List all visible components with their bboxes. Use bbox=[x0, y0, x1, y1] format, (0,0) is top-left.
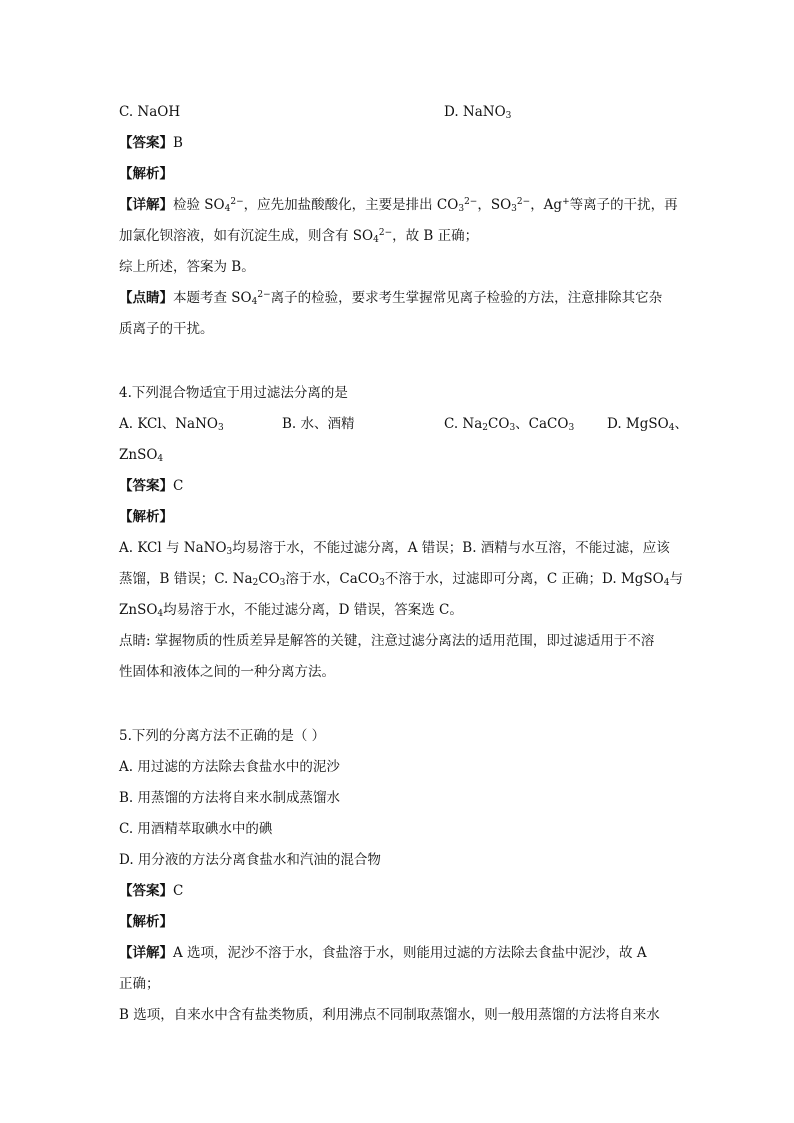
q5-detail-line-2: 正确； bbox=[119, 976, 160, 992]
q3-detail-line-2: 加氯化钡溶液，如有沉淀生成，则含有 $SO_4^{2-}$，故 B 正确； bbox=[119, 228, 479, 245]
q4-analysis-line-2: 蒸馏，B 错误；C. $Na_2CO_3$溶于水，CaCO$_3$不溶于水，过滤即可分离，C 正确；D. MgSO$_4$与 bbox=[119, 571, 683, 588]
q5-detail-line-3: B 选项，自来水中含有盐类物质，利用沸点不同制取蒸馏水，则一般用蒸馏的方法将自来水 bbox=[119, 1007, 660, 1023]
q3-analysis-heading: 【解析】 bbox=[119, 166, 173, 182]
q4-analysis-line-1: A. KCl 与 NaNO$_3$均易溶于水，不能过滤分离，A 错误；B. 酒精与水互溶，不能过滤，应该 bbox=[119, 540, 670, 557]
q5-option-c: C. 用酒精萃取碘水中的碘 bbox=[119, 821, 273, 837]
q5-stem: 5.下列的分离方法不正确的是（ ） bbox=[119, 728, 326, 744]
q5-option-a: A. 用过滤的方法除去食盐水中的泥沙 bbox=[119, 759, 340, 775]
q4-answer: 【答案】C bbox=[119, 478, 184, 494]
q4-analysis-line-3: ZnSO$_4$均易溶于水，不能过滤分离，D 错误，答案选 C。 bbox=[119, 602, 463, 619]
q5-answer: 【答案】C bbox=[119, 883, 184, 899]
q3-summary: 综上所述，答案为 B。 bbox=[119, 259, 255, 275]
q5-analysis-heading: 【解析】 bbox=[119, 914, 173, 930]
q4-option-a: A. KCl、NaNO$_3$ bbox=[119, 416, 224, 433]
q3-point-line-2: 质离子的干扰。 bbox=[119, 321, 214, 337]
q5-option-d: D. 用分液的方法分离食盐水和汽油的混合物 bbox=[119, 852, 381, 868]
q4-option-d: D. MgSO$_4$、 bbox=[607, 416, 688, 433]
q5-detail-line-1: 【详解】A 选项，泥沙不溶于水，食盐溶于水，则能用过滤的方法除去食盐中泥沙，故 A bbox=[119, 945, 647, 961]
q3-option-c: C. NaOH bbox=[119, 104, 181, 120]
q3-answer: 【答案】B bbox=[119, 135, 183, 151]
q4-analysis-heading: 【解析】 bbox=[119, 509, 173, 525]
q5-option-b: B. 用蒸馏的方法将自来水制成蒸馏水 bbox=[119, 790, 341, 806]
q4-option-b: B. 水、酒精 bbox=[282, 416, 355, 432]
q4-stem: 4.下列混合物适宜于用过滤法分离的是 bbox=[119, 385, 348, 401]
q3-option-d: D. NaNO$_3$ bbox=[444, 104, 512, 121]
q4-point-line-1: 点睛: 掌握物质的性质差异是解答的关键，注意过滤分离法的适用范围，即过滤适用于不溶 bbox=[119, 633, 655, 649]
q4-point-line-2: 性固体和液体之间的一种分离方法。 bbox=[119, 664, 335, 680]
q4-option-c: C. $Na_2CO_3$、CaCO$_3$ bbox=[444, 416, 575, 433]
q3-detail-line-1: 【详解】检验 $SO_4^{2-}$，应先加盐酸酸化，主要是排出 $CO_3^{2-}$，$SO_3^{2-}$，Ag+等离子的干扰，再 bbox=[119, 197, 678, 214]
q3-point-line-1: 【点睛】本题考查 $SO_4^{2-}$离子的检验，要求考生掌握常见离子检验的方法，注意排除其它杂 bbox=[119, 290, 663, 307]
q4-option-d-wrap: ZnSO$_4$ bbox=[119, 447, 164, 464]
